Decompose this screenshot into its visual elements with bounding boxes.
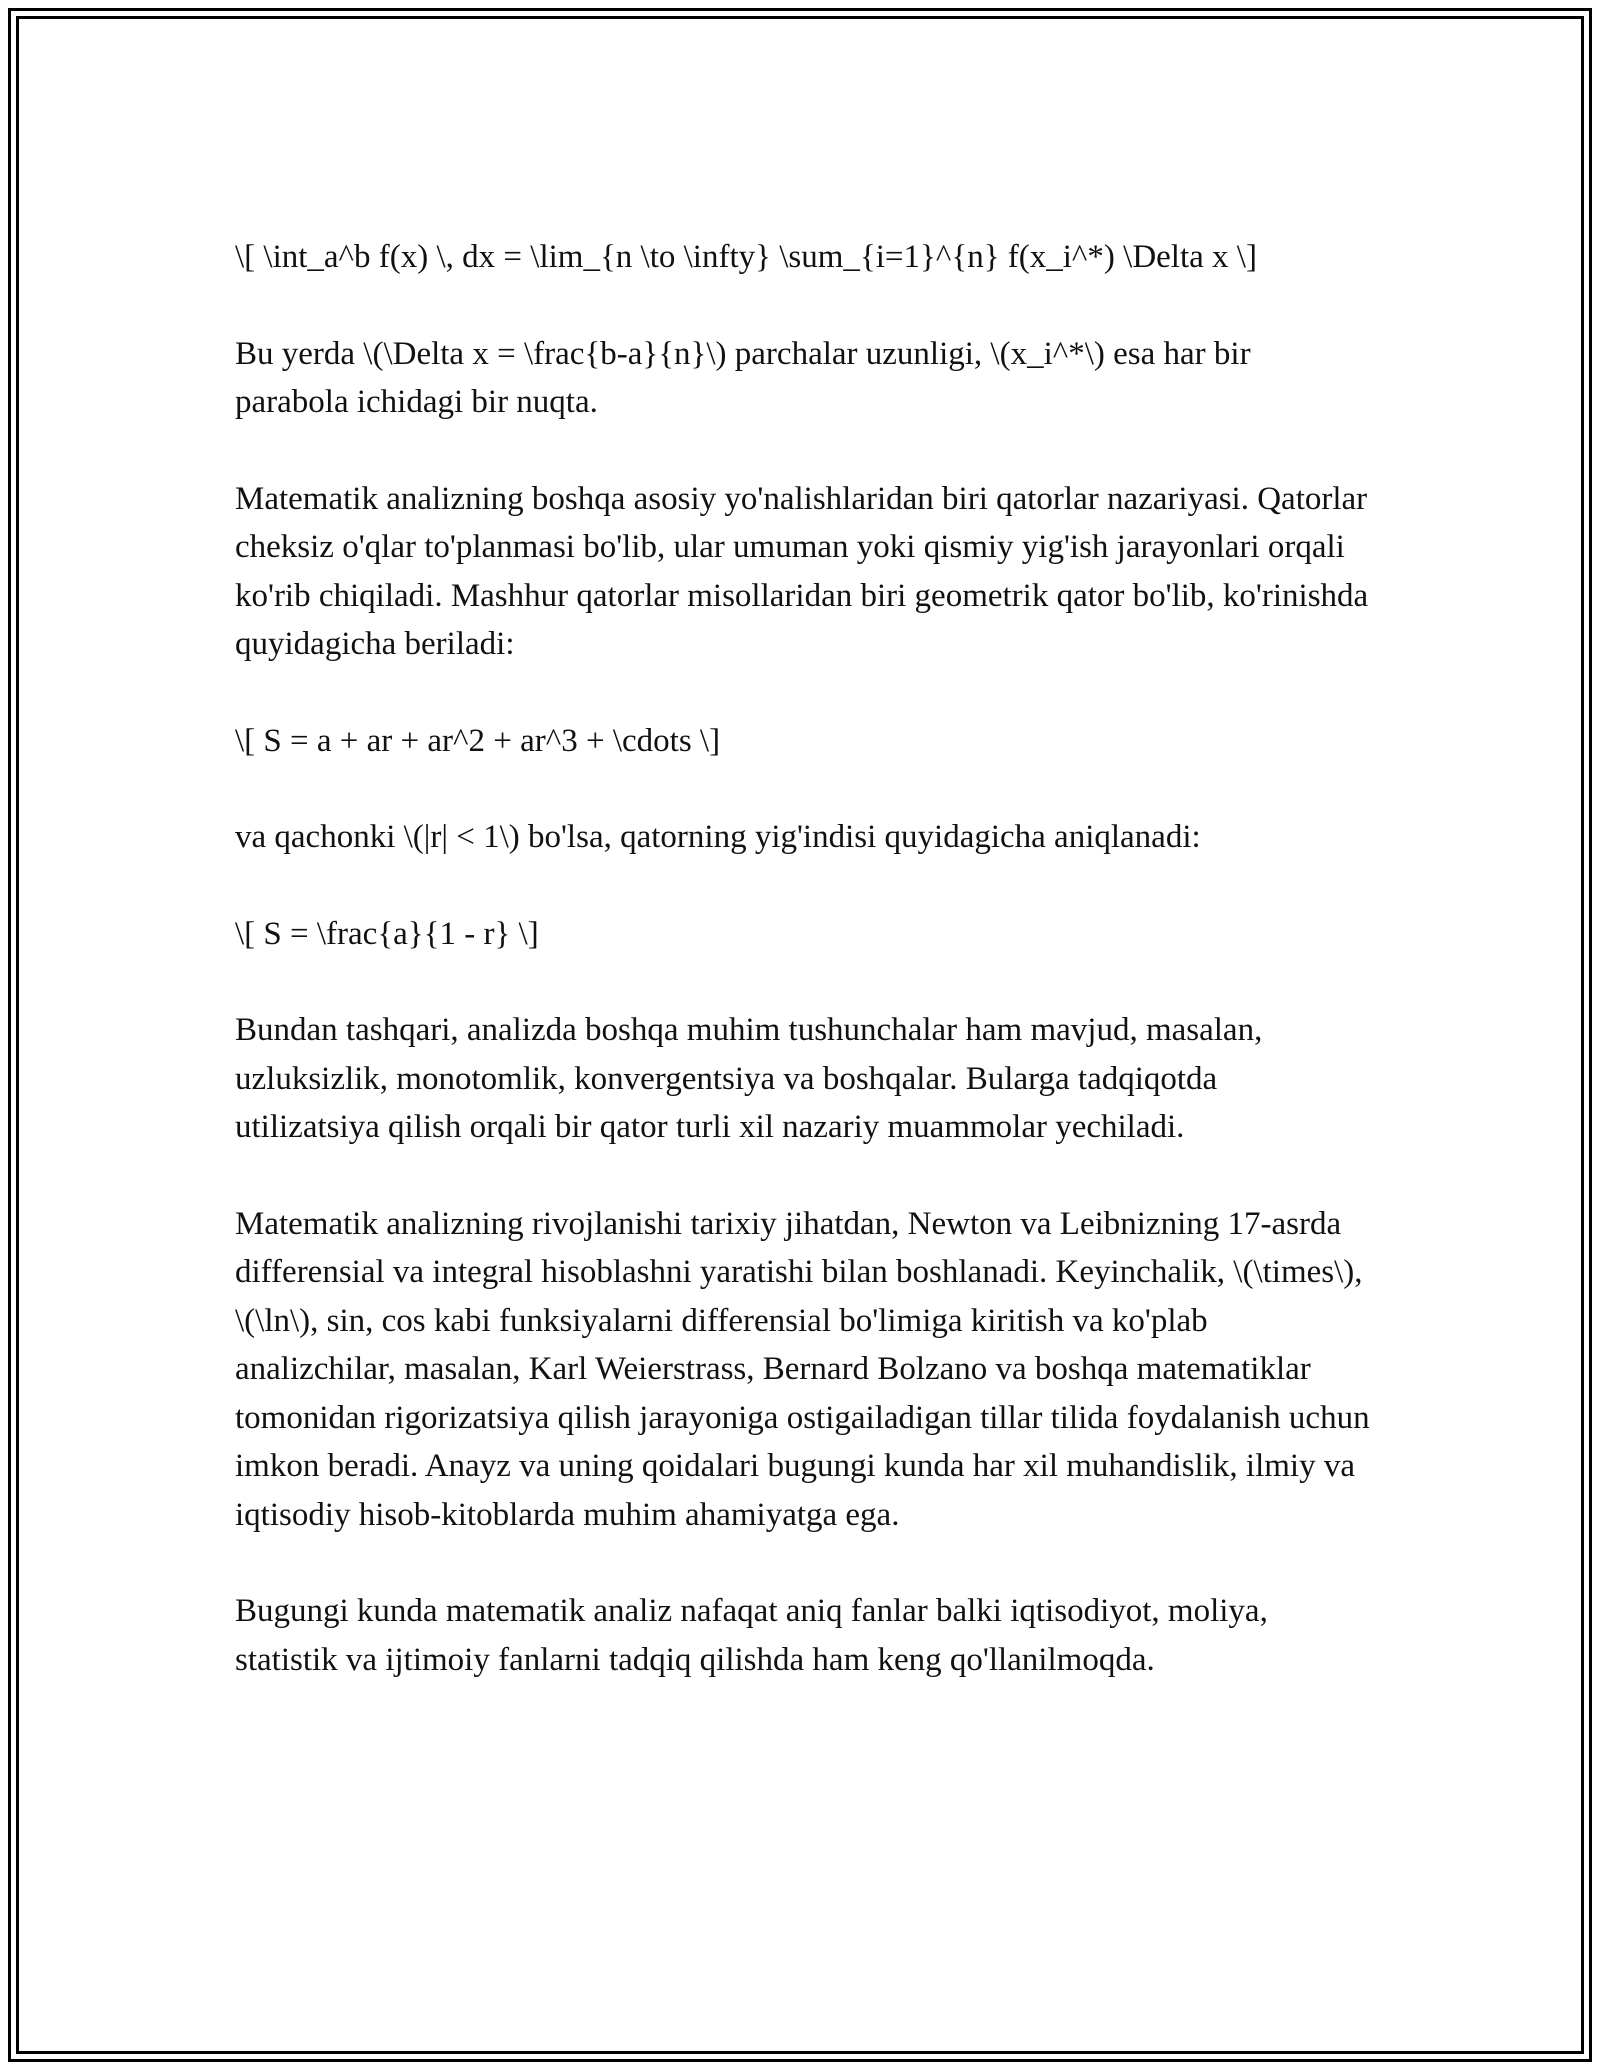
series-theory-paragraph: Matematik analizning boshqa asosiy yo'nalishlaridan biri qatorlar nazariyasi. Qatorlar cheksiz o'qlar to'planmasi bo'lib, ular umuman yoki qismiy yig'ish jarayonlari orqali ko'rib chiqiladi. Mashhur qatorlar misollaridan biri geometrik qator bo'lib, ko'rinishda quyidagicha beriladi: — [235, 480, 1369, 662]
geometric-series-equation: \[ S = a + ar + ar^2 + ar^3 + \cdots \] — [235, 722, 721, 759]
applications-paragraph: Bugungi kunda matematik analiz nafaqat aniq fanlar balki iqtisodiyot, moliya, statistik va ijtimoiy fanlarni tadqiq qilishda ham keng qo'llanilmoqda. — [235, 1593, 1268, 1678]
delta-x-paragraph: Bu yerda \(\Delta x = \frac{b-a}{n}\) parchalar uzunligi, \(x_i^*\) esa har bir parabola ichidagi bir nuqta. — [235, 335, 1251, 420]
series-sum-equation: \[ S = \frac{a}{1 - r} \] — [235, 915, 539, 952]
document-body — [235, 233, 1370, 1732]
history-paragraph: Matematik analizning rivojlanishi tarixiy jihatdan, Newton va Leibnizning 17-asrda differensial va integral hisoblashni yaratishi bilan boshlanadi. Keyinchalik, \(\times\), \(\ln\), sin, cos kabi funksiyalarni differensial bo'limiga kiritish va ko'plab analizchilar, masalan, Karl Weierstrass, Bernard Bolzano va boshqa matematiklar tomonidan rigorizatsiya qilish jarayoniga ostigailadigan tillar tilida foydalanish uchun imkon beradi. Anayz va uning qoidalari bugungi kunda har xil muhandislik, ilmiy va iqtisodiy hisob-kitoblarda muhim ahamiyatga ega. — [235, 1205, 1370, 1533]
convergence-condition-paragraph: va qachonki \(|r| < 1\) bo'lsa, qatorning yig'indisi quyidagicha aniqlanadi: — [235, 819, 1201, 855]
integral-equation: \[ \int_a^b f(x) \, dx = \lim_{n \to \infty} \sum_{i=1}^{n} f(x_i^*) \Delta x \] — [235, 239, 1257, 275]
analysis-concepts-paragraph: Bundan tashqari, analizda boshqa muhim tushunchalar ham mavjud, masalan, uzluksizlik, monotomlik, konvergentsiya va boshqalar. Bularga tadqiqotda utilizatsiya qilish orqali bir qator turli xil nazariy muammolar yechiladi. — [235, 1012, 1263, 1145]
